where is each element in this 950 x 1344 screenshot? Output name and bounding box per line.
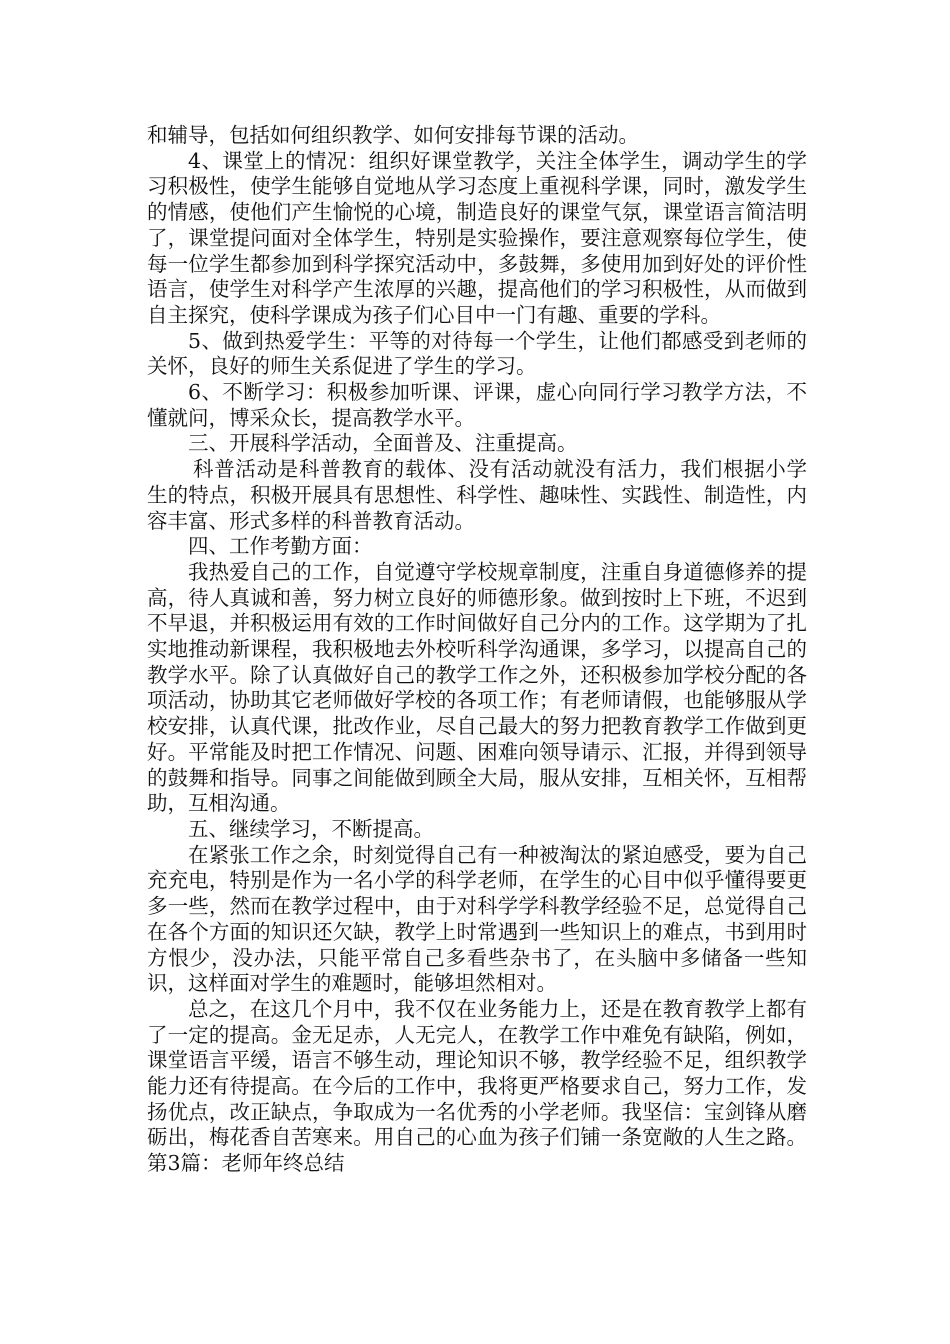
paragraph-continue-learning: 在紧张工作之余，时刻觉得自己有一种被淘汰的紧迫感受，要为自己充充电，特别是作为一名小学的科学老师，在学生的心目中似乎懂得要更多一些，然而在教学过程中，由于对科学学科教学经验不足，总觉得自己在各个方面的知识还欠缺，教学上时常遇到一些知识上的难点，书到用时方恨少，没办法，只能平常自己多看些杂书了，在头脑中多储备一些知识，这样面对学生的难题时，能够坦然相对。 bbox=[147, 842, 807, 996]
paragraph-classroom: 4、课堂上的情况：组织好课堂教学，关注全体学生，调动学生的学习积极性，使学生能够自觉地从学习态度上重视科学课，同时，激发学生的情感，使他们产生愉悦的心境，制造良好的课堂气氛，课堂语言简洁明了，课堂提问面对全体学生，特别是实验操作，要注意观察每位学生，使每一位学生都参加到科学探究活动中，多鼓舞，多使用加到好处的评价性语言，使学生对科学产生浓厚的兴趣，提高他们的学习积极性，从而做到自主探究，使科学课成为孩子们心目中一门有趣、重要的学科。 bbox=[147, 148, 807, 327]
paragraph-love-students: 5、做到热爱学生：平等的对待每一个学生，让他们都感受到老师的关怀，良好的师生关系促进了学生的学习。 bbox=[147, 328, 807, 379]
paragraph-attendance: 我热爱自己的工作，自觉遵守学校规章制度，注重自身道德修养的提高，待人真诚和善，努力树立良好的师德形象。做到按时上下班，不迟到不早退，并积极运用有效的工作时间做好自己分内的工作。这学期为了扎实地推动新课程，我积极地去外校听科学沟通课，多学习，以提高自己的教学水平。除了认真做好自己的教学工作之外，还积极参加学校分配的各项活动，协助其它老师做好学校的各项工作；有老师请假，也能够服从学校安排，认真代课，批改作业，尽自己最大的努力把教育教学工作做到更好。平常能及时把工作情况、问题、困难向领导请示、汇报，并得到领导的鼓舞和指导。同事之间能做到顾全大局，服从安排，互相关怀，互相帮助，互相沟通。 bbox=[147, 559, 807, 816]
section-heading-attendance: 四、工作考勤方面： bbox=[188, 534, 373, 559]
paragraph-conclusion: 总之，在这几个月中，我不仅在业务能力上，还是在教育教学上都有了一定的提高。金无足赤，人无完人，在教学工作中难免有缺陷，例如，课堂语言平缓，语言不够生动，理论知识不够，教学经验不足，组织教学能力还有待提高。在今后的工作中，我将更严格要求自己，努力工作，发扬优点，改正缺点，争取成为一名优秀的小学老师。我坚信：宝剑锋从磨砺出，梅花香自苦寒来。用自己的心血为孩子们铺一条宽敞的人生之路。第3篇：老师年终总结 bbox=[147, 996, 807, 1176]
section-heading-continue-learning: 五、继续学习，不断提高。 bbox=[188, 816, 434, 841]
section-heading-science-activities: 三、开展科学活动，全面普及、注重提高。 bbox=[188, 431, 578, 456]
paragraph-continuation: 和辅导，包括如何组织教学、如何安排每节课的活动。 bbox=[147, 123, 639, 147]
paragraph-science-activities: 科普活动是科普教育的载体、没有活动就没有活力，我们根据小学生的特点，积极开展具有思想性、科学性、趣味性、实践性、制造性，内容丰富、形式多样的科普教育活动。 bbox=[147, 457, 807, 533]
paragraph-keep-learning: 6、不断学习：积极参加听课、评课，虚心向同行学习教学方法，不懂就问，博采众长，提高教学水平。 bbox=[147, 380, 807, 430]
document-body bbox=[147, 123, 807, 1177]
